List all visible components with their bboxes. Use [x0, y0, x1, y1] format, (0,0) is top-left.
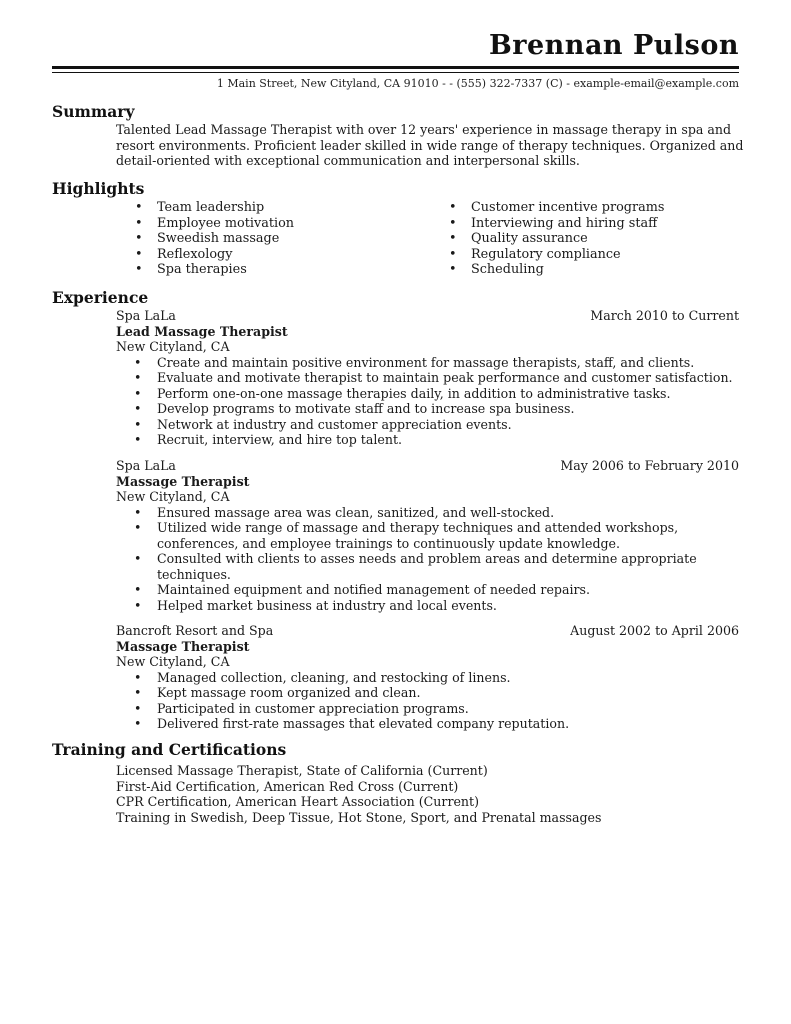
highlight-item: • Quality assurance [449, 231, 664, 247]
highlight-item: • Spa therapies [135, 262, 294, 278]
highlight-item: • Interviewing and hiring staff [449, 216, 664, 232]
training-item: Licensed Massage Therapist, State of California (Current) [116, 763, 488, 778]
highlight-item: • Team leadership [135, 200, 294, 216]
highlight-item: • Customer incentive programs [449, 200, 664, 216]
job-bullet: • Delivered first-rate massages that elevated company reputation. [116, 716, 739, 732]
job-bullet: • Perform one-on-one massage therapies daily, in addition to administrative tasks. [116, 386, 739, 402]
summary-line: Talented Lead Massage Therapist with over 12 years' experience in massage therapy in spa and [116, 122, 732, 137]
job-bullet: • Helped market business at industry and local events. [116, 598, 739, 614]
job-bullets [116, 670, 739, 732]
job-location: New Cityland, CA [116, 654, 230, 669]
job-bullet: • Create and maintain positive environment for massage therapists, staff, and clients. [116, 355, 739, 371]
job-entry [116, 458, 739, 613]
training-item: Training in Swedish, Deep Tissue, Hot Stone, Sport, and Prenatal massages [116, 809, 602, 825]
job-dates: August 2002 to April 2006 [570, 623, 739, 638]
job-title: Massage Therapist [116, 473, 250, 489]
job-bullet: • Consulted with clients to asses needs and problem areas and determine appropriate techniques. [116, 551, 739, 582]
job-bullets [116, 355, 739, 448]
summary-text [116, 122, 742, 169]
job-dates: March 2010 to Current [590, 308, 739, 323]
job-bullet: • Managed collection, cleaning, and restocking of linens. [116, 670, 739, 686]
job-bullet: • Recruit, interview, and hire top talent. [116, 432, 739, 448]
job-entry [116, 308, 739, 448]
job-title: Massage Therapist [116, 638, 250, 654]
highlight-item: • Regulatory compliance [449, 247, 664, 263]
header-divider-thick [52, 66, 739, 69]
job-bullet: • Network at industry and customer appreciation events. [116, 417, 739, 433]
job-bullet: • Maintained equipment and notified management of needed repairs. [116, 582, 739, 598]
training-list [116, 763, 601, 825]
job-entry [116, 623, 739, 732]
job-bullet: • Participated in customer appreciation programs. [116, 701, 739, 717]
summary-line: detail-oriented with exceptional communication and interpersonal skills. [116, 153, 580, 168]
highlight-item: • Employee motivation [135, 216, 294, 232]
highlight-item: • Sweedish massage [135, 231, 294, 247]
training-item: CPR Certification, American Heart Association (Current) [116, 794, 479, 809]
summary-line: resort environments. Proficient leader skilled in wide range of therapy techniques. Organized and [116, 137, 744, 153]
job-bullets [116, 505, 739, 614]
job-location: New Cityland, CA [116, 489, 230, 504]
job-company: Bancroft Resort and Spa [116, 623, 274, 638]
job-bullet: • Ensured massage area was clean, sanitized, and well-stocked. [116, 505, 739, 521]
summary-heading: Summary [52, 102, 135, 121]
job-bullet: • Evaluate and motivate therapist to maintain peak performance and customer satisfaction. [116, 370, 739, 386]
job-title: Lead Massage Therapist [116, 323, 288, 339]
training-item: First-Aid Certification, American Red Cross (Current) [116, 778, 459, 794]
highlight-item: • Scheduling [449, 262, 664, 278]
highlights-list-right [449, 200, 664, 278]
job-company: Spa LaLa [116, 458, 176, 473]
candidate-name: Brennan Pulson [488, 30, 739, 61]
experience-heading: Experience [52, 288, 149, 307]
job-location: New Cityland, CA [116, 339, 230, 354]
header-divider-thin [52, 72, 739, 73]
highlights-heading: Highlights [52, 179, 145, 198]
training-heading: Training and Certifications [52, 740, 287, 759]
job-dates: May 2006 to February 2010 [560, 458, 739, 473]
highlights-list-left [135, 200, 294, 278]
contact-info: 1 Main Street, New Cityland, CA 91010 - - (555) 322-7337 (C) - example-email@example.com [216, 77, 739, 90]
job-bullet: • Kept massage room organized and clean. [116, 685, 739, 701]
job-bullet: • Develop programs to motivate staff and to increase spa business. [116, 401, 739, 417]
job-bullet: • Utilized wide range of massage and therapy techniques and attended workshops, conferences, and employee trainings to continuously update knowledge. [116, 520, 739, 551]
job-company: Spa LaLa [116, 308, 176, 323]
highlight-item: • Reflexology [135, 247, 294, 263]
